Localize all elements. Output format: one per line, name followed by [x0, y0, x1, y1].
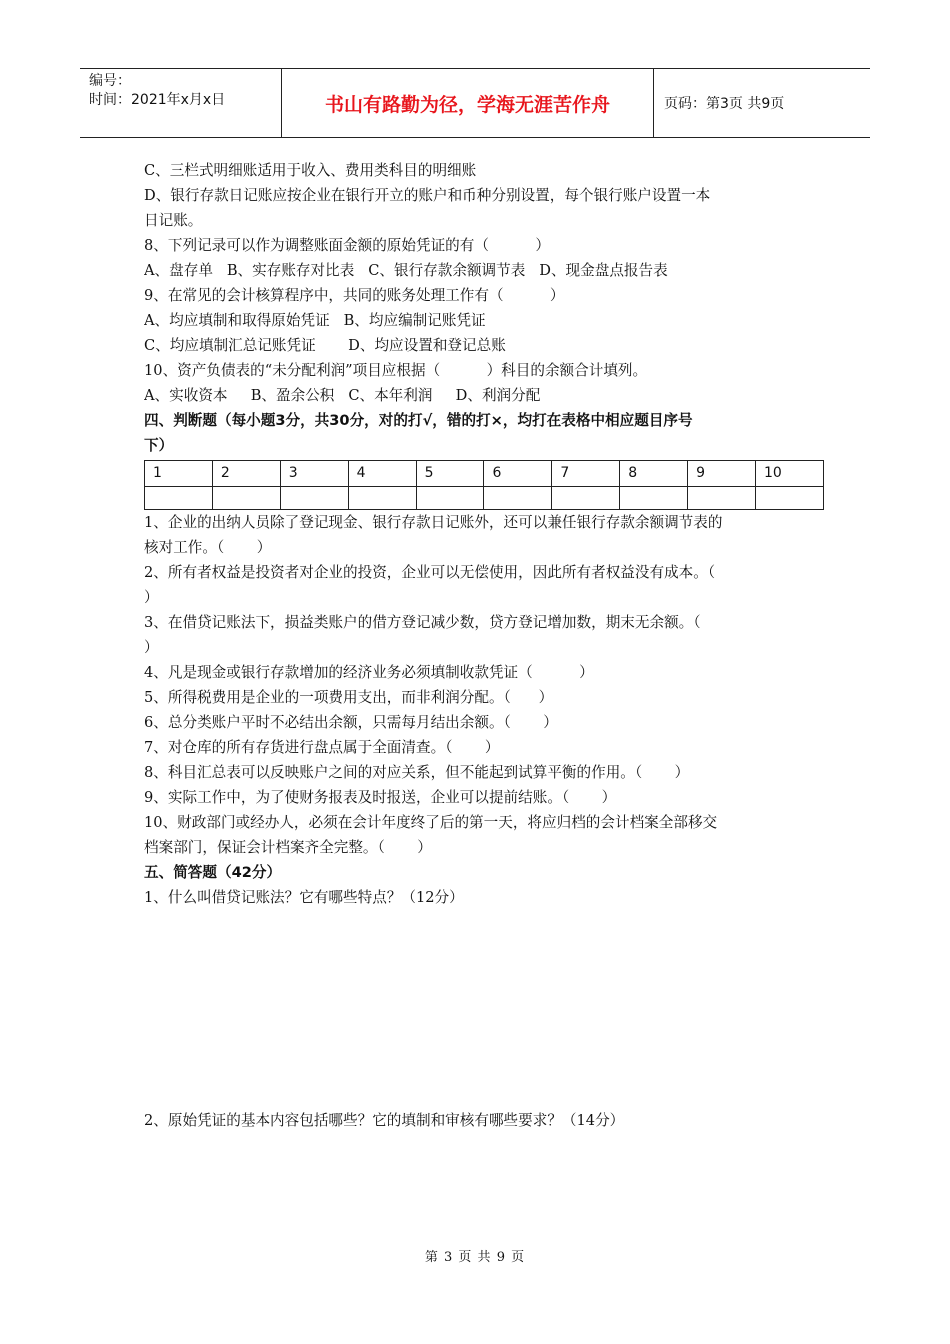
answer-space[interactable]	[144, 910, 814, 1108]
date-label: 时间：2021年x月x日	[89, 92, 226, 108]
judge-item: 1、企业的出纳人员除了登记现金、银行存款日记账外，还可以兼任银行存款余额调节表的	[144, 514, 723, 531]
header-motto: 书山有路勤为径，学海无涯苦作舟	[282, 69, 654, 137]
judge-item: 8、科目汇总表可以反映账户之间的对应关系，但不能起到试算平衡的作用。（ ）	[144, 764, 690, 781]
answer-cell[interactable]	[484, 487, 552, 510]
answer-cell[interactable]	[280, 487, 348, 510]
judge-item: 核对工作。（ ）	[144, 539, 272, 556]
answer-table-header: 4	[348, 461, 416, 487]
page-number-label: 页码：第3页 共9页	[664, 96, 785, 112]
answer-table-header: 5	[416, 461, 484, 487]
answer-table-header-row	[145, 461, 824, 487]
judge-item: 4、凡是现金或银行存款增加的经济业务必须填制收款凭证（ ）	[144, 664, 594, 681]
answer-table-header: 1	[145, 461, 213, 487]
question-9-options: A、均应填制和取得原始凭证 B、均应编制记账凭证	[144, 312, 486, 329]
text-line: 日记账。	[144, 212, 203, 229]
page-footer: 第 3 页 共 9 页	[424, 1250, 526, 1265]
answer-table-header: 2	[212, 461, 280, 487]
answer-cell[interactable]	[756, 487, 824, 510]
text-line: D、银行存款日记账应按企业在银行开立的账户和币种分别设置，每个银行账户设置一本	[144, 187, 711, 204]
answer-cell[interactable]	[552, 487, 620, 510]
answer-cell[interactable]	[212, 487, 280, 510]
answer-table-header: 9	[688, 461, 756, 487]
answer-cell[interactable]	[416, 487, 484, 510]
answer-cell[interactable]	[145, 487, 213, 510]
answer-table	[144, 460, 824, 510]
question-10-options: A、实收资本 B、盈余公积 C、本年利润 D、利润分配	[144, 387, 541, 404]
answer-table-header: 6	[484, 461, 552, 487]
answer-table-header: 8	[620, 461, 688, 487]
judge-item: 6、总分类账户平时不必结出余额，只需每月结出余额。（ ）	[144, 714, 558, 731]
judge-item: 5、所得税费用是企业的一项费用支出，而非利润分配。（ ）	[144, 689, 554, 706]
answer-table-header: 10	[756, 461, 824, 487]
header-info	[80, 69, 282, 137]
short-answer-q2: 2、原始凭证的基本内容包括哪些？它的填制和审核有哪些要求？（14分）	[144, 1112, 625, 1129]
answer-cell[interactable]	[620, 487, 688, 510]
question-8: 8、下列记录可以作为调整账面金额的原始凭证的有（ ）	[144, 237, 550, 254]
page-header	[80, 68, 870, 138]
section-4-title: 四、判断题（每小题3分，共30分，对的打√，错的打×，均打在表格中相应题目序号	[144, 412, 693, 429]
question-10: 10、资产负债表的“未分配利润”项目应根据（ ）科目的余额合计填列。	[144, 362, 648, 379]
judge-item: 3、在借贷记账法下，损益类账户的借方登记减少数，贷方登记增加数，期末无余额。（	[144, 614, 701, 631]
text-line: C、三栏式明细账适用于收入、费用类科目的明细账	[144, 162, 477, 179]
document-body	[144, 158, 814, 1133]
judge-item: 10、财政部门或经办人，必须在会计年度终了后的第一天，将应归档的会计档案全部移交	[144, 814, 718, 831]
judge-item: 档案部门，保证会计档案齐全完整。（ ）	[144, 839, 432, 856]
judge-item: ）	[144, 639, 159, 656]
section-4-title-cont: 下）	[144, 437, 174, 454]
question-8-options: A、盘存单 B、实存账存对比表 C、银行存款余额调节表 D、现金盘点报告表	[144, 262, 668, 279]
answer-table-header: 3	[280, 461, 348, 487]
answer-cell[interactable]	[348, 487, 416, 510]
question-9: 9、在常见的会计核算程序中，共同的账务处理工作有（ ）	[144, 287, 565, 304]
judge-item: 2、所有者权益是投资者对企业的投资，企业可以无偿使用，因此所有者权益没有成本。（	[144, 564, 716, 581]
section-5-title: 五、简答题（42分）	[144, 864, 282, 881]
code-label: 编号：	[89, 73, 131, 89]
short-answer-q1: 1、什么叫借贷记账法？它有哪些特点？（12分）	[144, 889, 464, 906]
judge-item: 7、对仓库的所有存货进行盘点属于全面清查。（ ）	[144, 739, 500, 756]
answer-table-blank-row	[145, 487, 824, 510]
answer-table-header: 7	[552, 461, 620, 487]
question-9-options: C、均应填制汇总记账凭证 D、均应设置和登记总账	[144, 337, 506, 354]
answer-cell[interactable]	[688, 487, 756, 510]
judge-item: 9、实际工作中，为了使财务报表及时报送，企业可以提前结账。（ ）	[144, 789, 617, 806]
judge-item: ）	[144, 589, 159, 606]
